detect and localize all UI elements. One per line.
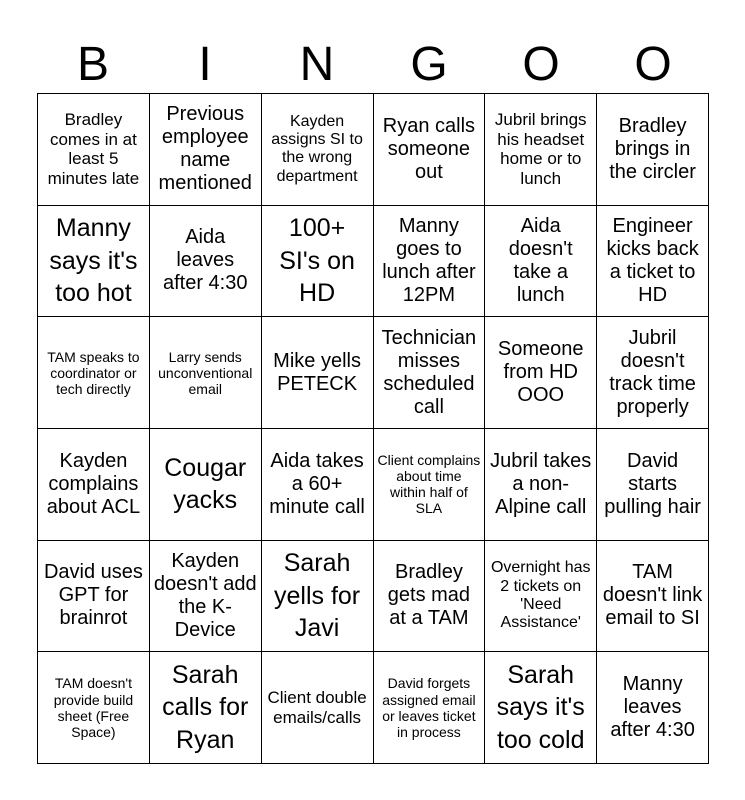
bingo-cell-text: Aida doesn't take a lunch: [508, 214, 573, 306]
bingo-cell[interactable]: [262, 317, 374, 429]
bingo-cell-text: Aida takes a 60+ minute call: [269, 449, 365, 518]
bingo-cell[interactable]: [597, 429, 709, 541]
bingo-cell[interactable]: [597, 206, 709, 318]
bingo-cell-text: TAM doesn't link email to SI: [602, 561, 703, 630]
bingo-cell-text: Someone from HD OOO: [497, 338, 584, 407]
bingo-cell[interactable]: [597, 652, 709, 764]
bingo-cell[interactable]: [485, 94, 597, 206]
bingo-cell-text: TAM speaks to coordinator or tech directly: [47, 348, 140, 397]
bingo-cell-text: Overnight has 2 tickets on 'Need Assistance': [490, 559, 591, 632]
bingo-cell-text: Manny says it's too hot: [49, 214, 138, 308]
bingo-cell-text: Manny goes to lunch after 12PM: [382, 214, 476, 306]
bingo-cell[interactable]: [485, 317, 597, 429]
bingo-cell[interactable]: [150, 317, 262, 429]
bingo-cell[interactable]: [38, 206, 150, 318]
bingo-cell[interactable]: [262, 541, 374, 653]
header-letter: G: [410, 38, 448, 91]
bingo-cell-text: Bradley gets mad at a TAM: [387, 561, 471, 630]
bingo-cell-text: Kayden assigns SI to the wrong department: [271, 112, 363, 185]
bingo-cell[interactable]: [597, 541, 709, 653]
bingo-cell[interactable]: [38, 652, 150, 764]
bingo-cell[interactable]: [374, 206, 486, 318]
bingo-cell[interactable]: [150, 206, 262, 318]
bingo-cell[interactable]: [38, 429, 150, 541]
bingo-cell-text: Previous employee name mentioned: [158, 103, 252, 195]
bingo-cell-text: Mike yells PETECK: [273, 349, 361, 395]
bingo-cell-text: Client complains about time within half of SLA: [377, 452, 481, 517]
bingo-cell[interactable]: [38, 541, 150, 653]
bingo-cell-text: Kayden doesn't add the K-Device: [153, 549, 257, 641]
bingo-cell[interactable]: [38, 94, 150, 206]
bingo-cell[interactable]: [150, 541, 262, 653]
header-letter: O: [522, 38, 560, 91]
bingo-board: [37, 93, 709, 764]
bingo-cell-text: Jubril brings his headset home or to lunch: [494, 110, 587, 188]
bingo-cell[interactable]: [597, 94, 709, 206]
bingo-cell-text: Bradley comes in at least 5 minutes late: [47, 110, 140, 188]
bingo-cell[interactable]: [374, 541, 486, 653]
bingo-cell[interactable]: [374, 317, 486, 429]
bingo-cell[interactable]: [485, 429, 597, 541]
bingo-cell[interactable]: [374, 94, 486, 206]
bingo-cell-text: Engineer kicks back a ticket to HD: [606, 214, 699, 306]
bingo-cell[interactable]: [38, 317, 150, 429]
bingo-cell-text: David starts pulling hair: [604, 449, 701, 518]
bingo-cell-text: Technician misses scheduled call: [381, 326, 477, 418]
bingo-cell-text: Jubril takes a non-Alpine call: [490, 449, 592, 518]
bingo-cell-text: 100+ SI's on HD: [279, 214, 355, 308]
bingo-cell-text: Sarah calls for Ryan: [162, 660, 249, 754]
bingo-cell-text: Larry sends unconventional email: [158, 348, 253, 397]
bingo-cell[interactable]: [597, 317, 709, 429]
bingo-cell[interactable]: [150, 652, 262, 764]
bingo-cell-text: Client double emails/calls: [267, 688, 367, 727]
bingo-cell-text: Bradley brings in the circler: [609, 114, 696, 183]
bingo-cell-text: Cougar yacks: [164, 453, 247, 515]
bingo-cell-text: David forgets assigned email or leaves ticket in process: [382, 675, 476, 740]
bingo-cell-text: Aida leaves after 4:30: [162, 226, 248, 295]
bingo-cell[interactable]: [150, 429, 262, 541]
bingo-cell-text: Ryan calls someone out: [382, 114, 476, 183]
header-letter: B: [76, 38, 109, 91]
bingo-cell[interactable]: [485, 206, 597, 318]
bingo-cell[interactable]: [262, 652, 374, 764]
bingo-cell-text: Jubril doesn't track time properly: [609, 326, 696, 418]
bingo-cell[interactable]: [485, 652, 597, 764]
bingo-cell[interactable]: [374, 652, 486, 764]
bingo-cell[interactable]: [485, 541, 597, 653]
header-letter: N: [299, 38, 335, 91]
bingo-cell[interactable]: [262, 94, 374, 206]
bingo-cell[interactable]: [150, 94, 262, 206]
bingo-cell[interactable]: [262, 429, 374, 541]
header-letter: I: [198, 38, 212, 91]
bingo-cell-text: David uses GPT for brainrot: [43, 561, 143, 630]
bingo-cell-text: Sarah yells for Javi: [274, 549, 361, 643]
bingo-cell-text: TAM doesn't provide build sheet (Free Space): [53, 675, 134, 740]
bingo-cell-text: Manny leaves after 4:30: [610, 673, 695, 742]
bingo-cell[interactable]: [374, 429, 486, 541]
header-letter: O: [634, 38, 672, 91]
bingo-cell-text: Kayden complains about ACL: [46, 449, 141, 518]
bingo-cell[interactable]: [262, 206, 374, 318]
bingo-cell-text: Sarah says it's too cold: [496, 660, 585, 754]
bingo-header: [37, 36, 709, 94]
